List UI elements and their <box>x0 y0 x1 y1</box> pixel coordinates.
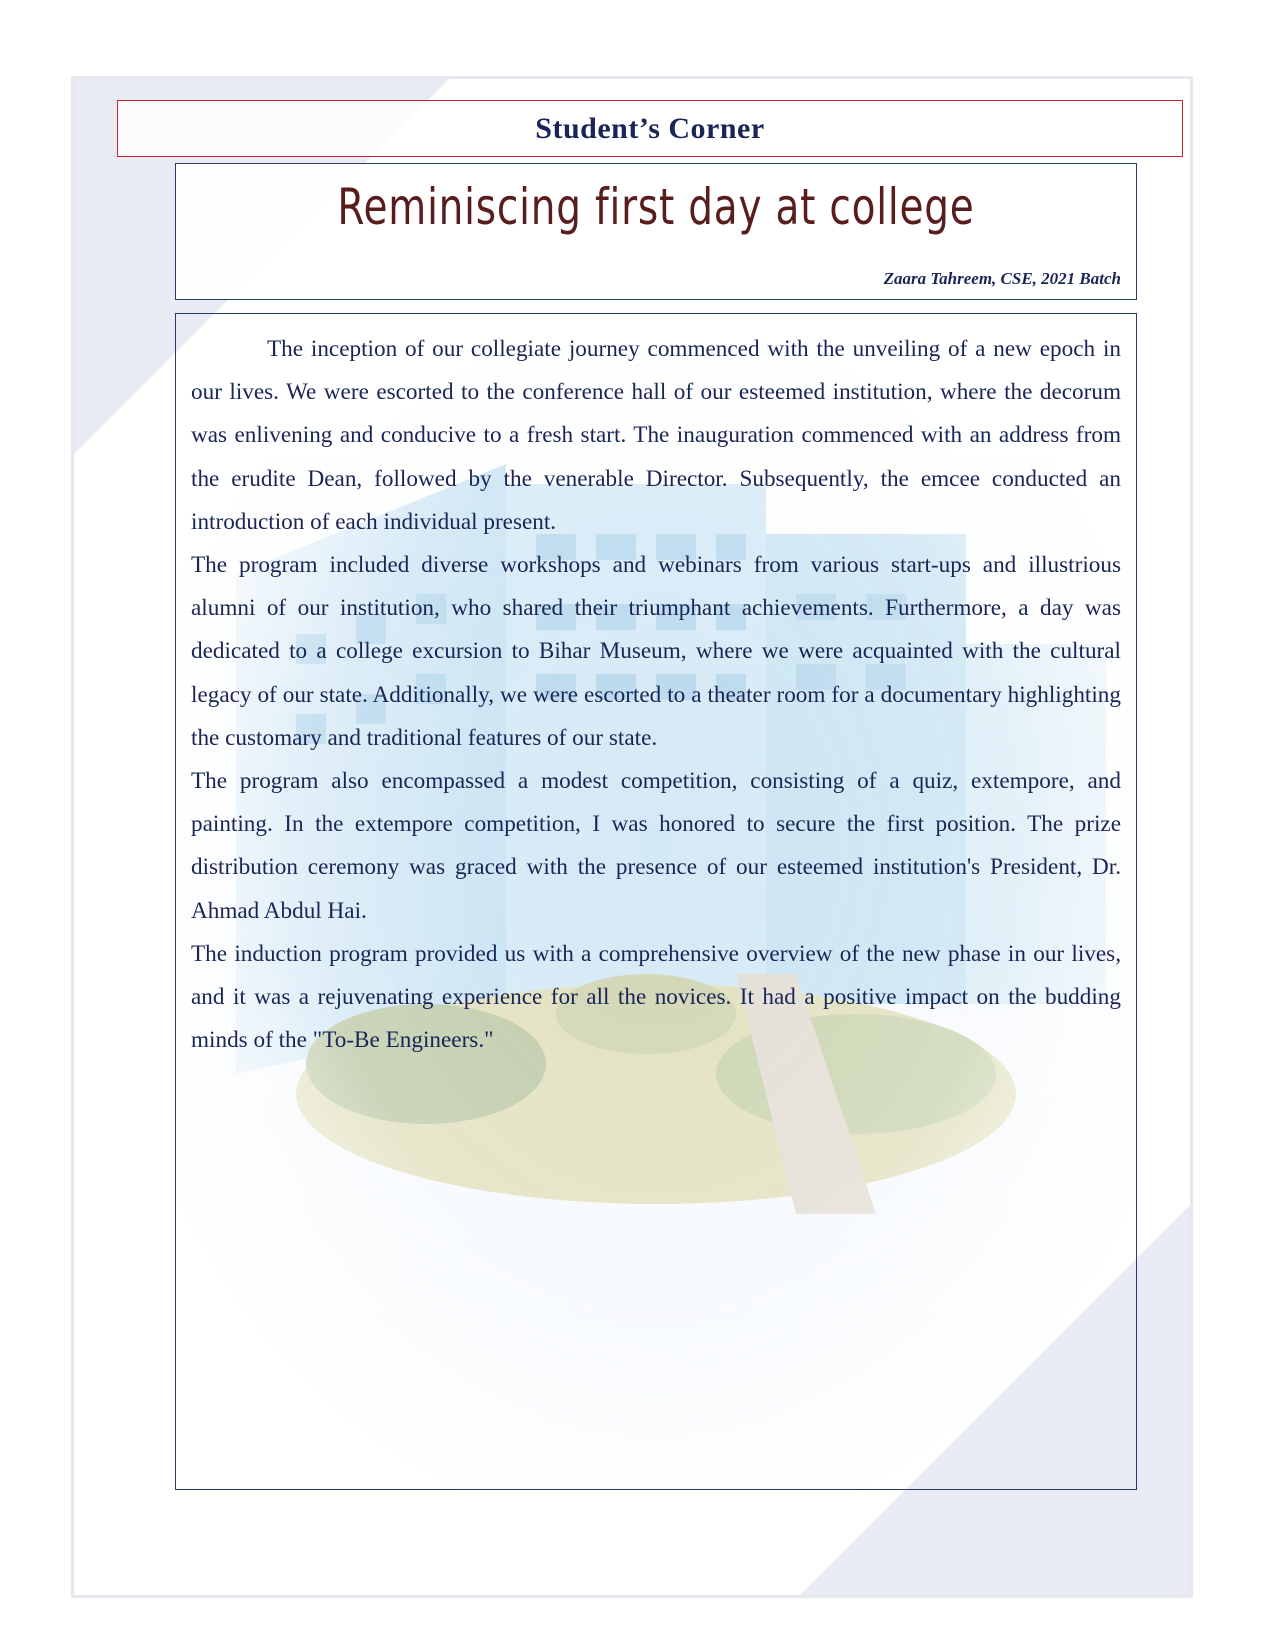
article-title: Reminiscing first day at college <box>337 178 975 236</box>
article-paragraph-4: The induction program provided us with a comprehensive overview of the new phase in our lives, and it was a rejuvenating experience for all the novices. It had a positive impact on the budding minds of the "To-Be Engineers." <box>191 940 1121 1054</box>
article-byline: Zaara Tahreem, CSE, 2021 Batch <box>883 269 1121 288</box>
section-banner <box>117 100 1183 157</box>
section-title: Student’s Corner <box>535 111 765 145</box>
article-paragraph-3: The program also encompassed a modest competition, consisting of a quiz, extempore, and painting. In the extempore competition, I was honored to secure the first position. The prize distribution ceremony was graced with the presence of our esteemed institution's President, Dr. Ahmad Abdul Hai. <box>191 768 1121 924</box>
article-body-box <box>175 313 1137 1490</box>
article-header <box>175 163 1137 300</box>
article-body <box>191 328 1121 1062</box>
article-paragraph-2: The program included diverse workshops and webinars from various start-ups and illustrious alumni of our institution, who shared their triumphant achievements. Furthermore, a day was dedicated to a college excursion to Bihar Museum, where we were acquainted with the cultural legacy of our state. Additionally, we were escorted to a theater room for a documentary highlighting the customary and traditional features of our state. <box>191 552 1121 751</box>
article-paragraph-1: The inception of our collegiate journey commenced with the unveiling of a new epoch in our lives. We were escorted to the conference hall of our esteemed institution, where the decorum was enlivening and conducive to a fresh start. The inauguration commenced with an address from the erudite Dean, followed by the venerable Director. Subsequently, the emcee conducted an introduction of each individual present. <box>191 336 1121 535</box>
